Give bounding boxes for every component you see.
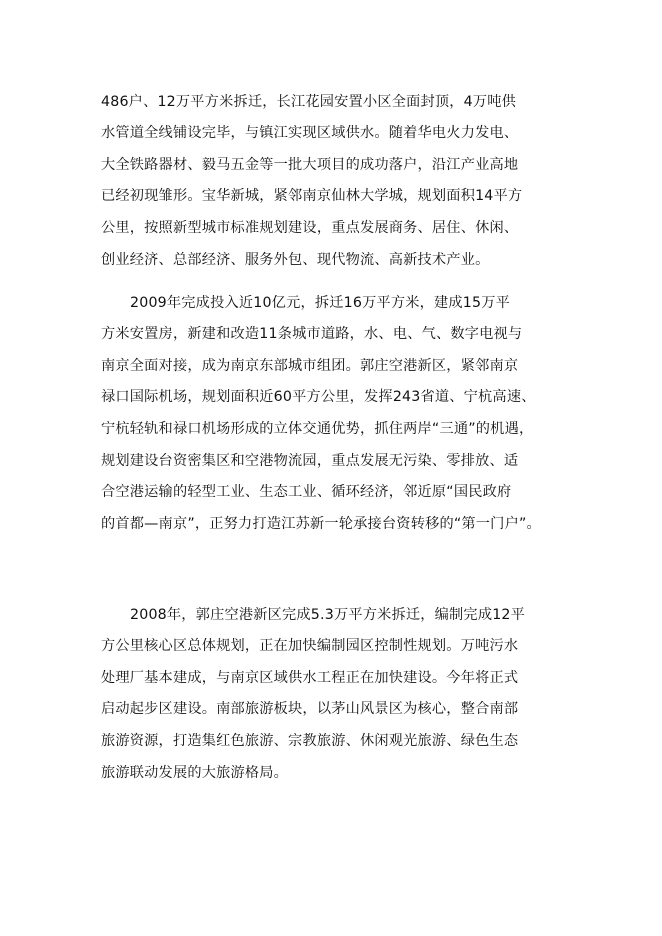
text-line: 合空港运输的轻型工业、生态工业、循环经济，邻近原“国民政府 [101, 484, 512, 500]
text-line: 2009年完成投入近10亿元，拆迁16万平方米，建成15万平 [130, 295, 511, 311]
text-line: 启动起步区建设。南部旅游板块，以茅山风景区为核心，整合南部 [101, 701, 519, 717]
text-line: 旅游联动发展的大旅游格局。 [101, 765, 289, 781]
text-line: 公里，按照新型城市标准规划建设，重点发展商务、居住、休闲、 [101, 220, 519, 236]
text-line: 旅游资源，打造集红色旅游、宗教旅游、休闲观光旅游、绿色生态 [101, 733, 519, 749]
text-line: 方公里核心区总体规划，正在加快编制园区控制性规划。万吨污水 [101, 638, 519, 654]
text-line: 创业经济、总部经济、服务外包、现代物流、高新技术产业。 [101, 252, 490, 268]
text-line: 南京全面对接，成为南京东部城市组团。郭庄空港新区，紧邻南京 [101, 358, 519, 374]
text-line: 禄口国际机场，规划面积近60平方公里，发挥243省道、宁杭高速、 [101, 389, 536, 405]
text-line: 处理厂基本建成，与南京区域供水工程正在加快建设。今年将正式 [101, 670, 519, 686]
text-line: 已经初现雏形。宝华新城，紧邻南京仙林大学城，规划面积14平方 [101, 188, 523, 204]
text-line: 2008年，郭庄空港新区完成5.3万平方米拆迁，编制完成12平 [130, 607, 526, 623]
text-line: 方米安置房，新建和改造11条城市道路，水、电、气、数字电视与 [101, 326, 523, 342]
text-line: 宁杭轻轨和禄口机场形成的立体交通优势，抓住两岸“三通”的机遇， [101, 421, 534, 437]
text-line: 水管道全线铺设完毕，与镇江实现区域供水。随着华电火力发电、 [101, 125, 519, 141]
text-line: 486户、12万平方米拆迁，长江花园安置小区全面封顶，4万吨供 [101, 94, 517, 110]
text-line: 规划建设台资密集区和空港物流园，重点发展无污染、零排放、适 [101, 453, 519, 469]
text-line: 的首都—南京”，正努力打造江苏新一轮承接台资转移的“第一门户”。 [101, 516, 541, 532]
text-line: 大全铁路器材、毅马五金等一批大项目的成功落户，沿江产业高地 [101, 157, 519, 173]
